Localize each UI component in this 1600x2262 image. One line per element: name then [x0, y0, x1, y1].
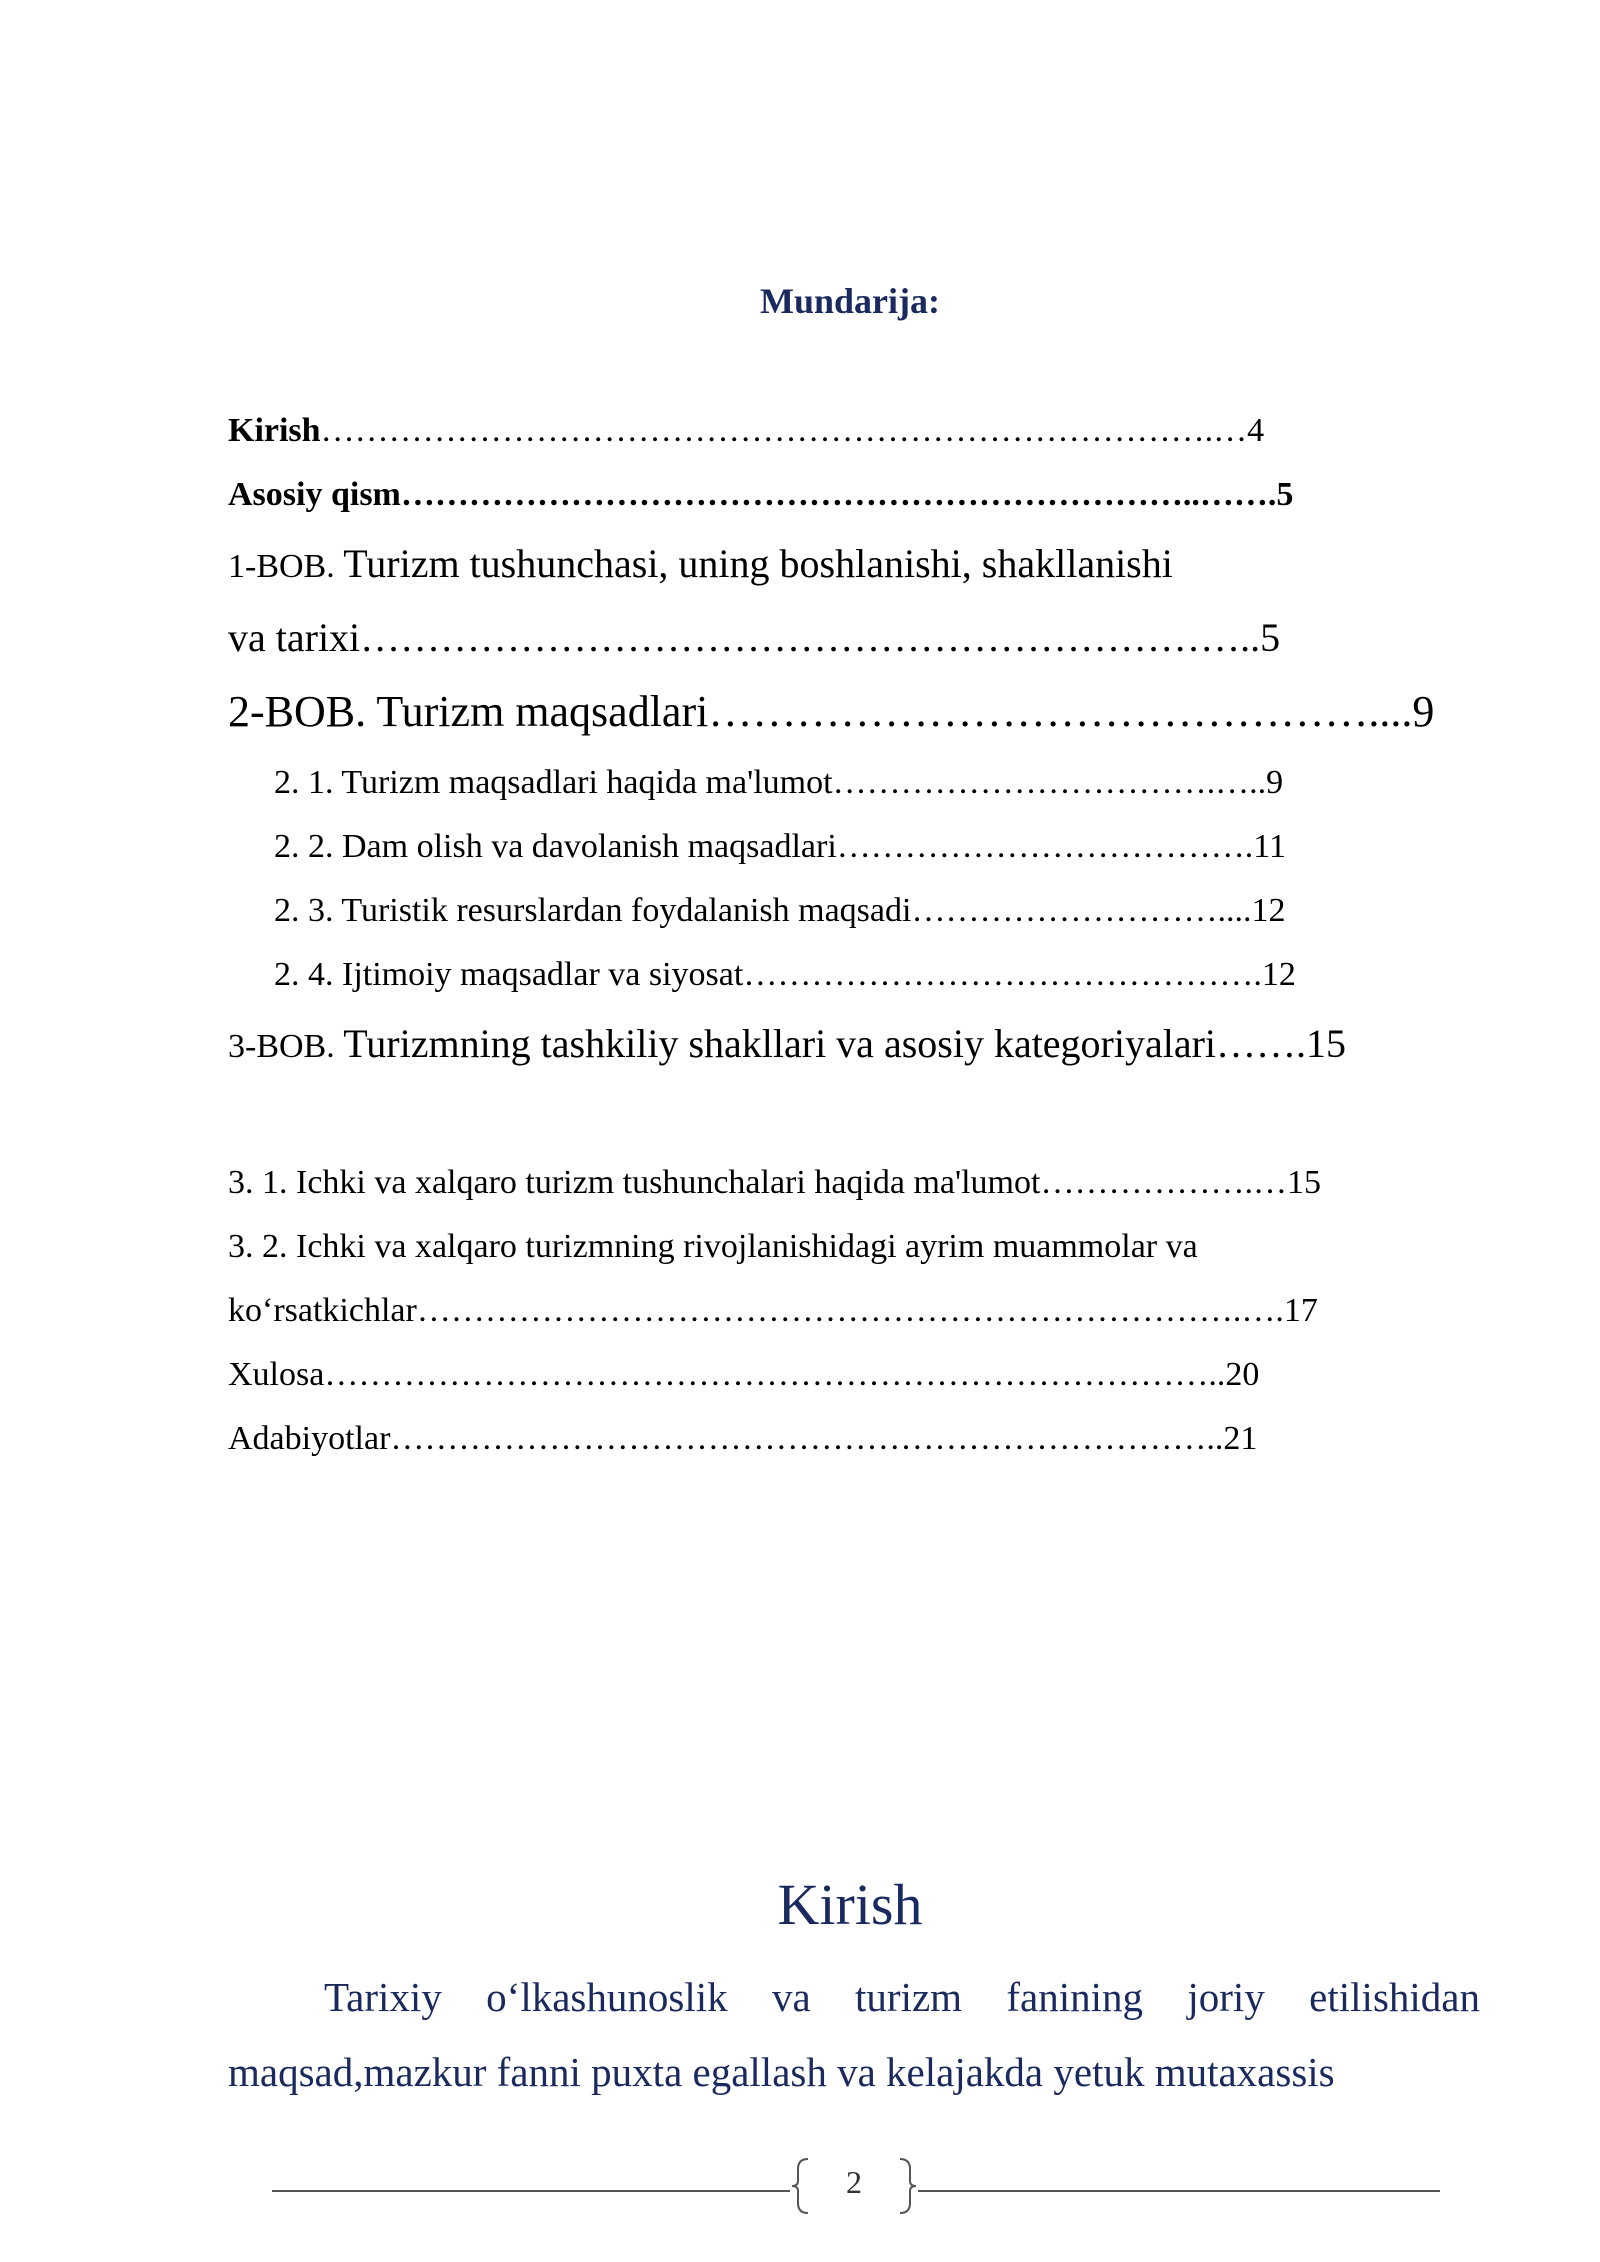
toc-entry-leader: ……………………………………………………………….. [390, 1420, 1224, 1457]
toc-entry-page: 11 [1253, 828, 1287, 865]
toc-entry-leader: ……………………………………….... [708, 687, 1413, 736]
toc-entry-label: 3. 1. Ichki va xalqaro turizm tushunchalari haqida ma'lumot [228, 1164, 1041, 1201]
toc-entry-leader: ………………………………………. [743, 956, 1262, 993]
toc-entry-page: 9 [1266, 764, 1284, 801]
footer-bracket-right-icon [896, 2157, 918, 2215]
toc-entry-leader: …………………………………………………………………….. [324, 1356, 1226, 1393]
footer-bracket-left-icon [790, 2157, 812, 2215]
toc-entry-label: 2. 1. Turizm maqsadlari haqida ma'lumot [274, 764, 833, 801]
toc-entry-page: 21 [1223, 1420, 1258, 1457]
toc-entry-page: 12 [1251, 892, 1286, 929]
toc-entry-section-3-1[interactable] [228, 1166, 1321, 1200]
toc-entry-chapter-1[interactable] [228, 541, 1173, 586]
intro-title: Kirish [777, 1872, 923, 1937]
toc-entry-label: 2. 3. Turistik resurslardan foydalanish maqsadi [274, 892, 912, 929]
toc-entry-chapter-3[interactable] [228, 1021, 1347, 1066]
toc-entry-label: Kirish [228, 412, 321, 449]
toc-entry-kirish[interactable] [228, 414, 1264, 448]
toc-entry-page: 5 [1260, 615, 1281, 660]
toc-entry-page: 9 [1412, 687, 1435, 736]
toc-entry-page: 17 [1283, 1292, 1318, 1329]
toc-entry-label: Asosiy qism [228, 476, 401, 513]
toc-entry-section-2-2[interactable] [274, 830, 1286, 864]
toc-entry-xulosa[interactable] [228, 1358, 1259, 1392]
toc-heading: Mundarija: [760, 281, 940, 321]
toc-entry-leader: ……………………………………………………………….…. [416, 1292, 1284, 1329]
toc-entry-leader: ……………….… [1040, 1164, 1287, 1201]
toc-entry-prefix: 1-BOB. [228, 548, 344, 585]
toc-entry-section-2-1[interactable] [274, 766, 1283, 800]
intro-paragraph: Tarixiy o‘lkashunoslik va turizm fanining joriy etilishidan maqsad,mazkur fanni puxta egallash va kelajakda yetuk mutaxassis [228, 1974, 1480, 2095]
toc-entry-label: Turizm tushunchasi, uning boshlanishi, shakllanishi [343, 541, 1173, 586]
page-number: 2 [846, 2164, 862, 2200]
toc-entry-page: 15 [1286, 1164, 1321, 1201]
toc-entry-leader: …………………………………………………………………….… [320, 412, 1248, 449]
toc-entry-leader: ………………………………………………………….. [360, 615, 1261, 660]
toc-entry-section-2-4[interactable] [274, 958, 1296, 992]
toc-entry-leader: …………………………….….. [832, 764, 1267, 801]
toc-entry-label: ko‘rsatkichlar [228, 1292, 417, 1329]
toc-entry-section-3-2-cont[interactable] [228, 1294, 1318, 1328]
toc-entry-prefix: 3-BOB. [228, 1028, 344, 1065]
toc-entry-label: 2-BOB. Turizm maqsadlari [228, 687, 709, 736]
toc-entry-section-2-3[interactable] [274, 894, 1285, 928]
toc-entry-page: 4 [1247, 412, 1265, 449]
toc-entry-section-3-2[interactable] [228, 1230, 1198, 1264]
toc-entry-label: 3. 2. Ichki va xalqaro turizmning rivojlanishidagi ayrim muammolar va [228, 1228, 1198, 1265]
toc-entry-chapter-1-cont[interactable] [228, 615, 1281, 660]
toc-entry-leader: ………………………………. [836, 828, 1254, 865]
toc-entry-leader: ……. [1216, 1021, 1307, 1066]
toc-entry-page: 15 [1306, 1021, 1347, 1066]
toc-entry-leader: ……………………………………………………………..……. [400, 476, 1277, 513]
toc-entry-label: Xulosa [228, 1356, 325, 1393]
toc-entry-label: Adabiyotlar [228, 1420, 391, 1457]
footer-divider-right [918, 2190, 1440, 2192]
footer-divider-left [272, 2190, 790, 2192]
toc-entry-chapter-2[interactable] [228, 687, 1435, 736]
toc-entry-adabiyotlar[interactable] [228, 1422, 1257, 1456]
toc-entry-label: Turizmning tashkiliy shakllari va asosiy kategoriyalari [343, 1021, 1217, 1066]
toc-entry-label: 2. 2. Dam olish va davolanish maqsadlari [274, 828, 837, 865]
toc-entry-page: 5 [1276, 476, 1294, 513]
toc-entry-page: 20 [1225, 1356, 1260, 1393]
toc-entry-asosiy-qism[interactable] [228, 478, 1293, 512]
toc-entry-leader: ……………………….... [911, 892, 1252, 929]
toc-entry-label: va tarixi [228, 615, 361, 660]
toc-entry-label: 2. 4. Ijtimoiy maqsadlar va siyosat [274, 956, 744, 993]
toc-entry-page: 12 [1261, 956, 1296, 993]
